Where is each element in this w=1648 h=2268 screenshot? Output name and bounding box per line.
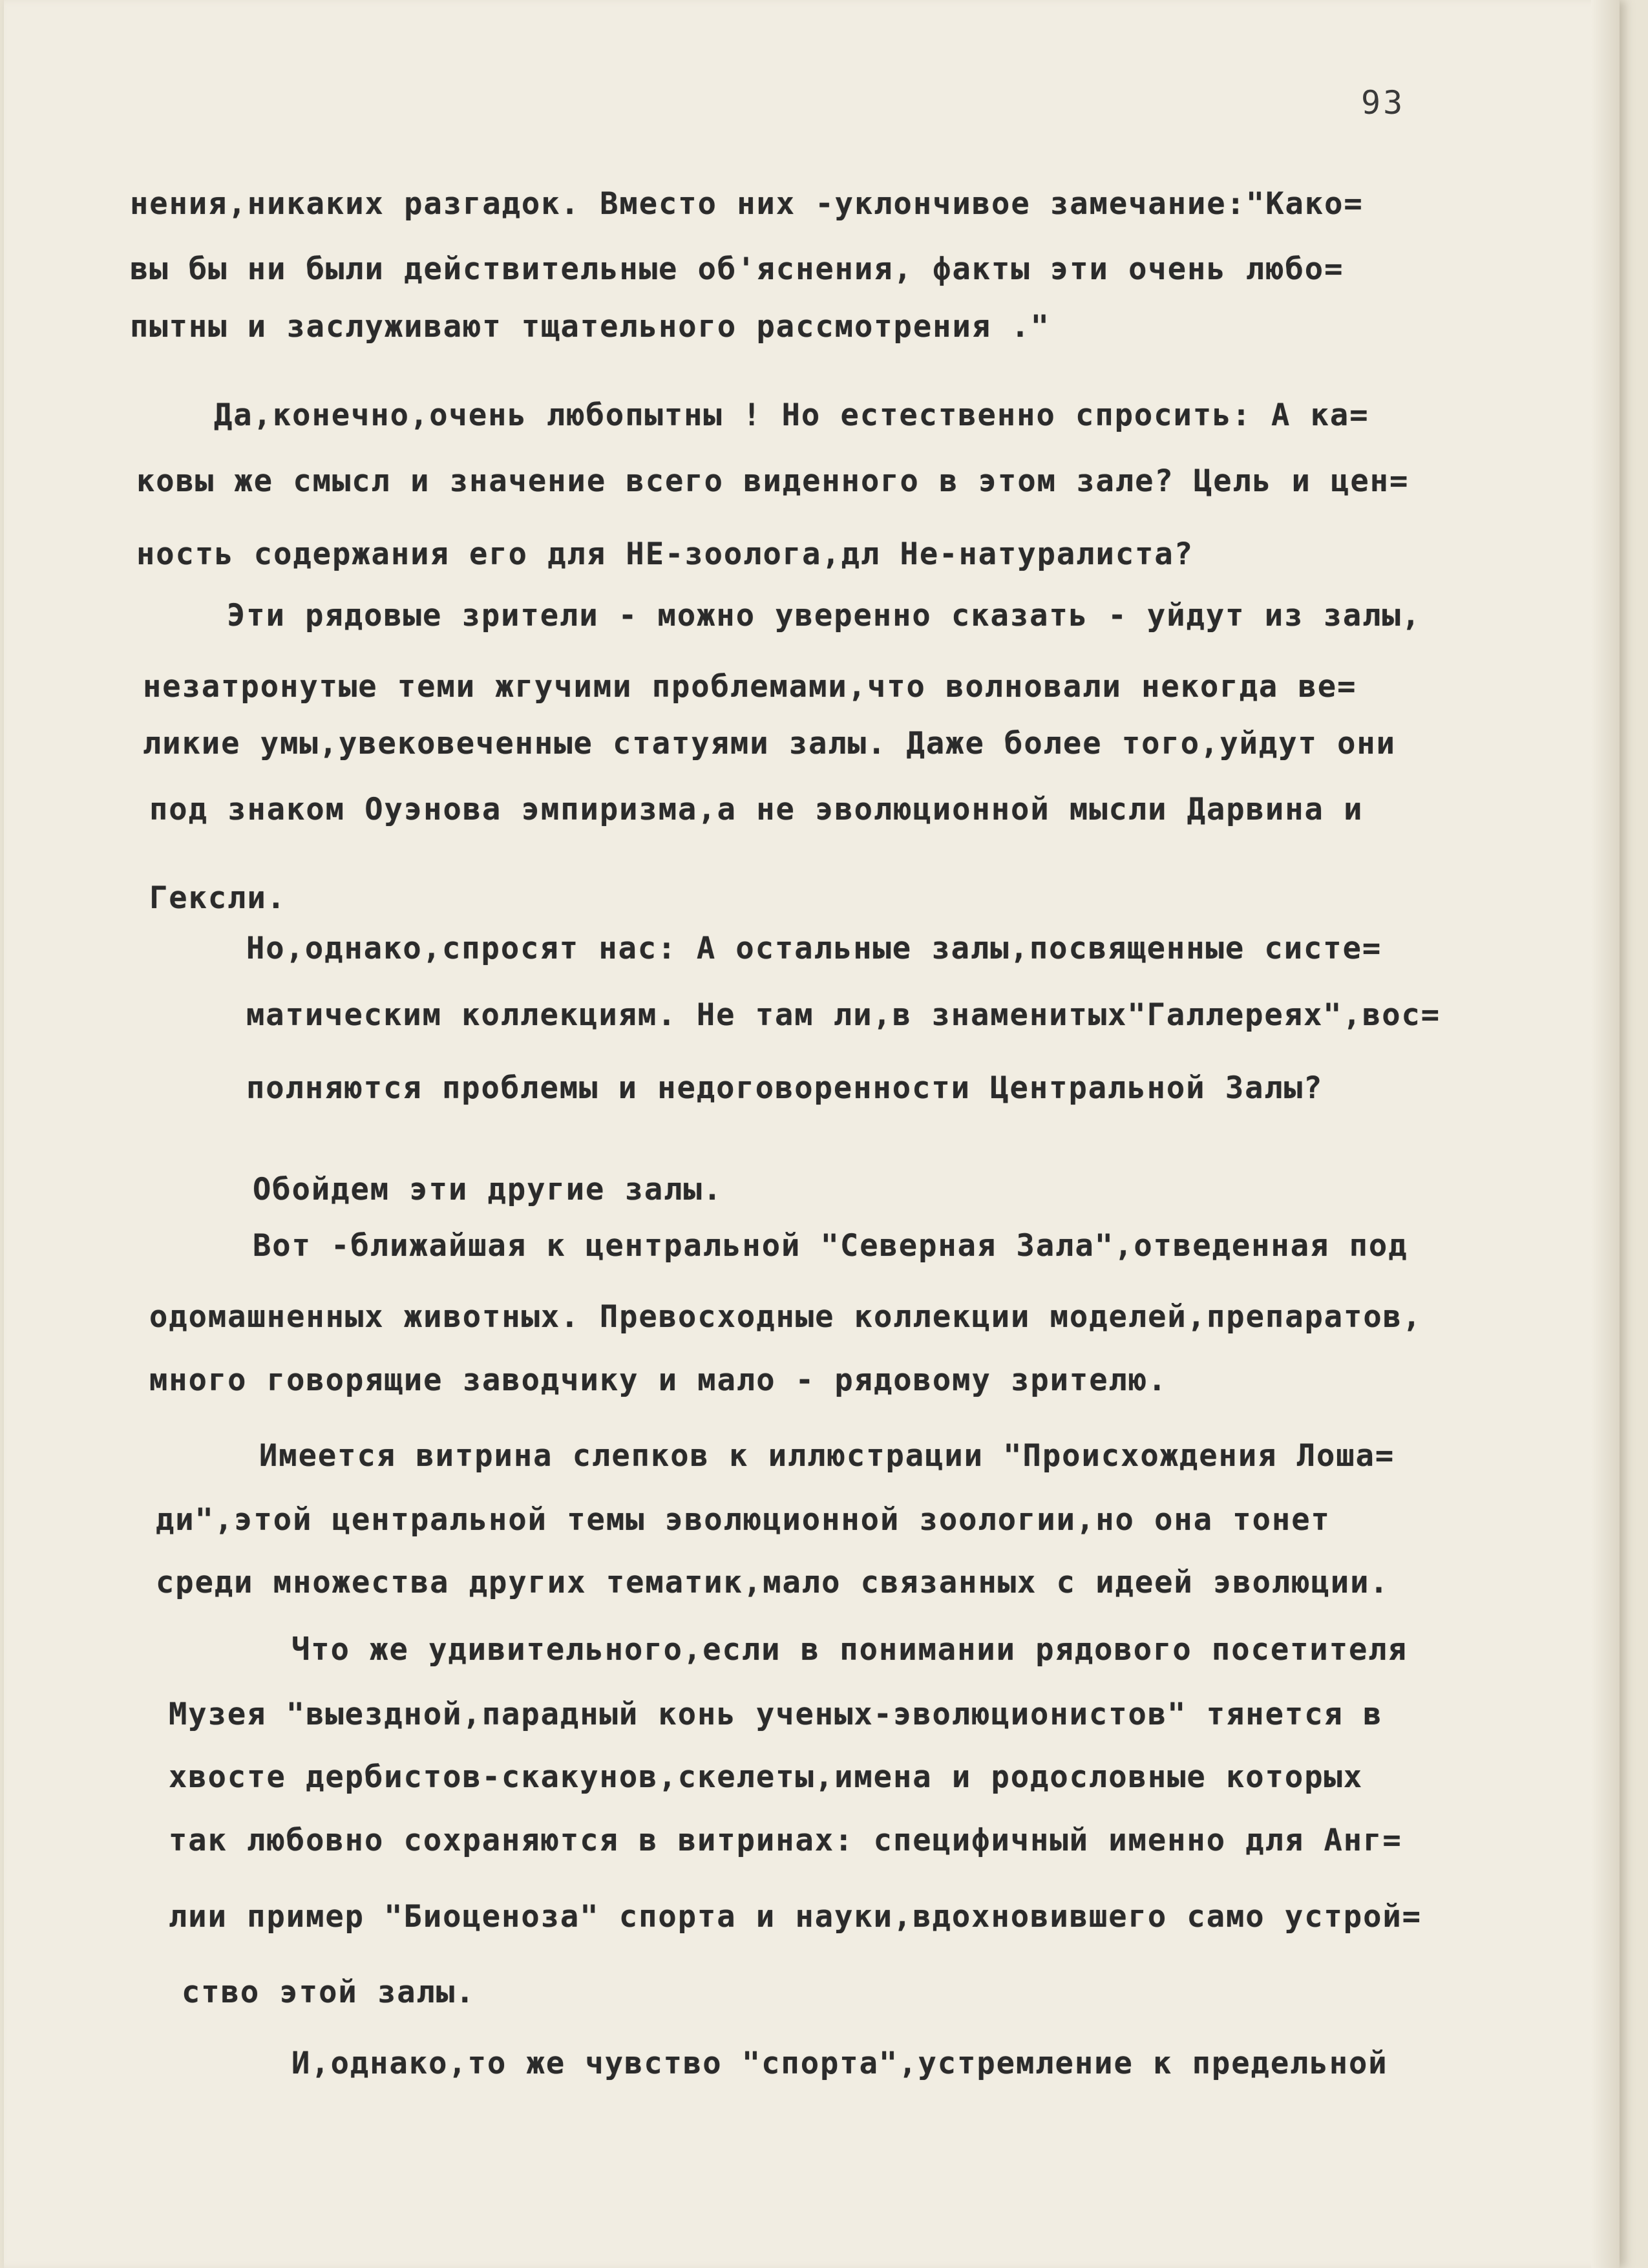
text-line-3: пытны и заслуживают тщательного рассмотрения .": [130, 309, 1050, 344]
page-number: 93: [1361, 84, 1406, 122]
text-line-20: ди",этой центральной темы эволюционной зоологии,но она тонет: [156, 1502, 1331, 1538]
text-line-21: среди множества других тематик,мало связанных с идеей эволюции.: [156, 1565, 1389, 1600]
text-line-11: Гексли.: [149, 880, 287, 916]
text-line-4: Да,конечно,очень любопытны ! Но естественно спросить: А ка=: [214, 397, 1369, 433]
text-line-25: так любовно сохраняются в витринах: специфичный именно для Анг=: [169, 1823, 1402, 1858]
text-line-9: ликие умы,увековеченные статуями залы. Даже более того,уйдут они: [143, 726, 1396, 761]
text-line-12: Но,однако,спросят нас: А остальные залы,посвященные систе=: [246, 931, 1382, 966]
text-line-23: Музея "выездной,парадный конь ученых-эволюционистов" тянется в: [169, 1697, 1383, 1732]
text-line-8: незатронутые теми жгучими проблемами,что волновали некогда ве=: [143, 669, 1357, 705]
text-line-16: Вот -ближайшая к центральной "Северная Зала",отведенная под: [253, 1228, 1408, 1264]
text-line-27: ство этой залы.: [182, 1975, 476, 2010]
page-edge-shadow: [1591, 0, 1620, 2268]
text-line-24: хвосте дербистов-скакунов,скелеты,имена и родословные которых: [169, 1759, 1364, 1795]
text-line-28: И,однако,то же чувство "спорта",устремление к предельной: [291, 2046, 1388, 2081]
text-line-2: вы бы ни были действительные об'яснения, факты эти очень любо=: [130, 251, 1344, 287]
text-line-26: лии пример "Биоценоза" спорта и науки,вдохновившего само устрой=: [169, 1899, 1422, 1934]
text-line-6: ность содержания его для НЕ-зоолога,дл Не-натуралиста?: [136, 536, 1194, 572]
text-line-10: под знаком Оуэнова эмпиризма,а не эволюционной мысли Дарвина и: [149, 792, 1364, 827]
text-line-14: полняются проблемы и недоговоренности Центральной Залы?: [246, 1070, 1324, 1106]
text-line-19: Имеется витрина слепков к иллюстрации "Происхождения Лоша=: [259, 1438, 1395, 1474]
text-line-15: Обойдем эти другие залы.: [253, 1172, 723, 1207]
text-line-1: нения,никаких разгадок. Вместо них -уклончивое замечание:"Како=: [130, 186, 1364, 222]
text-line-13: матическим коллекциям. Не там ли,в знаменитых"Галлереях",вос=: [246, 997, 1441, 1033]
text-line-17: одомашненных животных. Превосходные коллекции моделей,препаратов,: [149, 1299, 1422, 1335]
text-line-7: Эти рядовые зрители - можно уверенно сказать - уйдут из залы,: [227, 598, 1422, 633]
document-page: [4, 0, 1620, 2268]
text-line-5: ковы же смысл и значение всего виденного в этом зале? Цель и цен=: [136, 463, 1410, 499]
text-line-18: много говорящие заводчику и мало - рядовому зрителю.: [149, 1362, 1168, 1398]
text-line-22: Что же удивительного,если в понимании рядового посетителя: [291, 1632, 1408, 1668]
